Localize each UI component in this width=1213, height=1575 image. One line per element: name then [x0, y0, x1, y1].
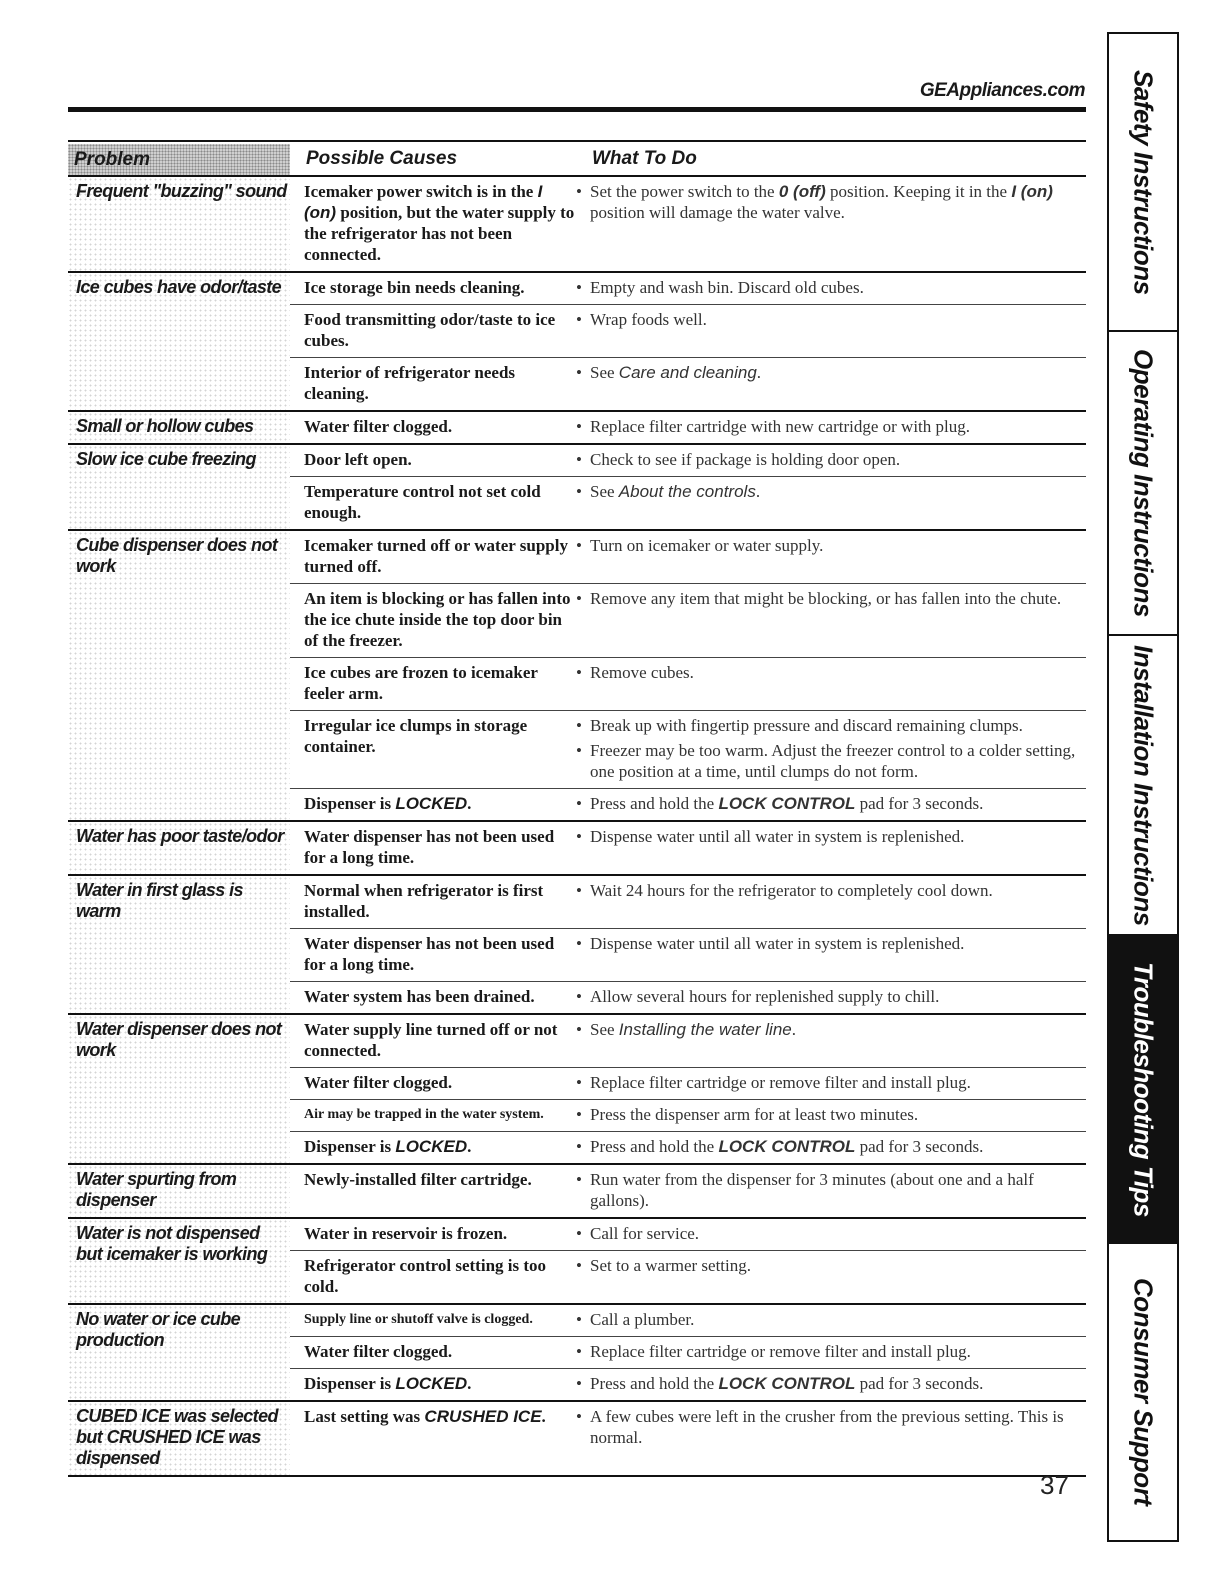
table-row	[290, 876, 1086, 928]
problem-group	[68, 1400, 1086, 1477]
bullet-icon: •	[576, 827, 582, 846]
what-to-do	[576, 481, 1086, 523]
possible-cause: Ice cubes are frozen to icemaker feeler arm.	[304, 663, 538, 703]
possible-cause: Normal when refrigerator is first installed.	[304, 881, 544, 921]
bullet-item	[576, 362, 1080, 383]
bullet-text: See About the controls.	[590, 482, 761, 501]
what-to-do	[576, 715, 1086, 782]
bullet-icon: •	[576, 450, 582, 469]
table-row	[290, 1368, 1086, 1400]
table-row	[290, 1131, 1086, 1163]
header-problem: Problem	[68, 144, 290, 175]
troubleshooting-table	[68, 175, 1086, 1477]
what-to-do	[576, 986, 1086, 1007]
bullet-text: Turn on icemaker or water supply.	[590, 536, 824, 555]
what-to-do	[576, 449, 1086, 470]
bullet-item	[576, 715, 1080, 736]
tab-troubleshooting-tips[interactable]	[1109, 936, 1177, 1244]
what-to-do	[576, 1072, 1086, 1093]
table-row	[290, 445, 1086, 476]
what-to-do	[576, 1341, 1086, 1362]
what-to-do	[576, 1309, 1086, 1330]
bullet-icon: •	[576, 987, 582, 1006]
problem-group	[68, 529, 1086, 820]
possible-cause: Dispenser is LOCKED.	[304, 1374, 472, 1393]
tab-operating-instructions[interactable]	[1109, 332, 1177, 636]
bullet-text: Dispense water until all water in system is replenished.	[590, 934, 965, 953]
bullet-text: Wait 24 hours for the refrigerator to completely cool down.	[590, 881, 993, 900]
bullet-icon: •	[576, 1374, 582, 1393]
bullet-item	[576, 1223, 1080, 1244]
possible-cause: Last setting was CRUSHED ICE.	[304, 1407, 546, 1426]
bullet-item	[576, 1341, 1080, 1362]
what-to-do	[576, 1255, 1086, 1297]
bullet-item	[576, 1169, 1080, 1211]
table-row	[290, 1402, 1086, 1454]
bullet-text: See Care and cleaning.	[590, 363, 762, 382]
possible-cause: Irregular ice clumps in storage container.	[304, 716, 528, 756]
bullet-item	[576, 793, 1080, 814]
bullet-icon: •	[576, 1224, 582, 1243]
table-row	[290, 583, 1086, 657]
bullet-item	[576, 535, 1080, 556]
problem-group	[68, 271, 1086, 410]
what-to-do	[576, 588, 1086, 651]
problem-label: Water has poor taste/odor	[68, 822, 290, 874]
bullet-icon: •	[576, 536, 582, 555]
problem-group	[68, 1303, 1086, 1400]
bullet-icon: •	[576, 741, 582, 760]
page-number: 37	[1040, 1470, 1069, 1500]
side-tabs	[1107, 32, 1179, 1542]
bullet-item	[576, 826, 1080, 847]
header-possible-causes: Possible Causes	[306, 148, 458, 169]
possible-cause: Water filter clogged.	[304, 417, 453, 436]
bullet-item	[576, 588, 1080, 609]
problem-label: Frequent "buzzing" sound	[68, 177, 290, 271]
bullet-icon: •	[576, 1137, 582, 1156]
bullet-text: Set the power switch to the 0 (off) position. Keeping it in the I (on) position will damage the water valve.	[590, 182, 1053, 222]
bullet-text: Empty and wash bin. Discard old cubes.	[590, 278, 864, 297]
what-to-do	[576, 1373, 1086, 1394]
bullet-text: Replace filter cartridge or remove filter and install plug.	[590, 1073, 971, 1092]
bullet-text: Dispense water until all water in system is replenished.	[590, 827, 965, 846]
possible-cause: Food transmitting odor/taste to ice cubes.	[304, 310, 556, 350]
table-row	[290, 177, 1086, 271]
bullet-item	[576, 1406, 1080, 1448]
bullet-text: Call a plumber.	[590, 1310, 695, 1329]
bullet-item	[576, 1019, 1080, 1040]
problem-group	[68, 820, 1086, 874]
bullet-item	[576, 1373, 1080, 1394]
problem-label: Ice cubes have odor/taste	[68, 273, 290, 410]
table-row	[290, 657, 1086, 710]
bullet-text: Press and hold the LOCK CONTROL pad for 3 seconds.	[590, 794, 984, 813]
possible-cause: An item is blocking or has fallen into the ice chute inside the top door bin of the freezer.	[304, 589, 571, 650]
what-to-do	[576, 1019, 1086, 1061]
table-row	[290, 710, 1086, 788]
table-row	[290, 476, 1086, 529]
bullet-icon: •	[576, 1020, 582, 1039]
bullet-item	[576, 880, 1080, 901]
possible-cause: Door left open.	[304, 450, 412, 469]
bullet-text: Wrap foods well.	[590, 310, 707, 329]
what-to-do	[576, 1223, 1086, 1244]
possible-cause: Newly-installed filter cartridge.	[304, 1170, 532, 1189]
what-to-do	[576, 535, 1086, 577]
table-row	[290, 822, 1086, 874]
what-to-do	[576, 416, 1086, 437]
bullet-text: Replace filter cartridge or remove filter and install plug.	[590, 1342, 971, 1361]
possible-cause: Water filter clogged.	[304, 1073, 453, 1092]
problem-group	[68, 1217, 1086, 1303]
tab-label: Operating Instructions	[1128, 349, 1159, 617]
problem-label: CUBED ICE was selected but CRUSHED ICE was dispensed	[68, 1402, 290, 1475]
tab-consumer-support[interactable]	[1109, 1244, 1177, 1540]
problem-label: Water dispenser does not work	[68, 1015, 290, 1163]
what-to-do	[576, 933, 1086, 975]
bullet-item	[576, 277, 1080, 298]
bullet-icon: •	[576, 589, 582, 608]
bullet-icon: •	[576, 881, 582, 900]
bullet-text: Check to see if package is holding door open.	[590, 450, 901, 469]
bullet-item	[576, 662, 1080, 683]
bullet-text: Press and hold the LOCK CONTROL pad for 3 seconds.	[590, 1374, 984, 1393]
bullet-text: See Installing the water line.	[590, 1020, 796, 1039]
bullet-item	[576, 1309, 1080, 1330]
possible-cause: Icemaker power switch is in the I (on) position, but the water supply to the refrigerator has not been connected.	[304, 182, 575, 264]
bullet-icon: •	[576, 716, 582, 735]
problem-label: Water is not dispensed but icemaker is working	[68, 1219, 290, 1303]
bullet-icon: •	[576, 934, 582, 953]
bullet-icon: •	[576, 1073, 582, 1092]
bullet-icon: •	[576, 182, 582, 201]
table-header	[68, 140, 1086, 177]
possible-cause: Temperature control not set cold enough.	[304, 482, 541, 522]
table-row	[290, 981, 1086, 1013]
table-row	[290, 1165, 1086, 1217]
table-row	[290, 928, 1086, 981]
possible-cause: Water filter clogged.	[304, 1342, 453, 1361]
what-to-do	[576, 277, 1086, 298]
bullet-icon: •	[576, 1105, 582, 1124]
bullet-text: Replace filter cartridge with new cartridge or with plug.	[590, 417, 970, 436]
bullet-item	[576, 1104, 1080, 1125]
possible-cause: Refrigerator control setting is too cold.	[304, 1256, 547, 1296]
table-row	[290, 788, 1086, 820]
top-rule	[68, 107, 1086, 112]
possible-cause: Dispenser is LOCKED.	[304, 794, 472, 813]
bullet-item	[576, 740, 1080, 782]
bullet-item	[576, 986, 1080, 1007]
what-to-do	[576, 1104, 1086, 1125]
bullet-item	[576, 933, 1080, 954]
problem-group	[68, 410, 1086, 443]
problem-group	[68, 175, 1086, 271]
problem-label: Cube dispenser does not work	[68, 531, 290, 820]
problem-label: Small or hollow cubes	[68, 412, 290, 443]
problem-group	[68, 1163, 1086, 1217]
bullet-item	[576, 1255, 1080, 1276]
bullet-item	[576, 416, 1080, 437]
what-to-do	[576, 662, 1086, 704]
possible-cause: Dispenser is LOCKED.	[304, 1137, 472, 1156]
bullet-icon: •	[576, 310, 582, 329]
possible-cause: Water supply line turned off or not connected.	[304, 1020, 558, 1060]
bullet-icon: •	[576, 1407, 582, 1426]
bullet-icon: •	[576, 1342, 582, 1361]
problem-label: Water in first glass is warm	[68, 876, 290, 1013]
tab-installation-instructions[interactable]	[1109, 636, 1177, 936]
table-row	[290, 1250, 1086, 1303]
bullet-text: Remove cubes.	[590, 663, 694, 682]
possible-cause: Water dispenser has not been used for a long time.	[304, 934, 555, 974]
problem-group	[68, 874, 1086, 1013]
possible-cause: Ice storage bin needs cleaning.	[304, 278, 525, 297]
bullet-icon: •	[576, 482, 582, 501]
possible-cause: Icemaker turned off or water supply turned off.	[304, 536, 568, 576]
table-row	[290, 1099, 1086, 1131]
what-to-do	[576, 181, 1086, 265]
table-row	[290, 357, 1086, 410]
bullet-text: Remove any item that might be blocking, or has fallen into the chute.	[590, 589, 1062, 608]
bullet-text: Break up with fingertip pressure and discard remaining clumps.	[590, 716, 1023, 735]
bullet-icon: •	[576, 278, 582, 297]
tab-label: Troubleshooting Tips	[1128, 961, 1159, 1217]
possible-cause: Interior of refrigerator needs cleaning.	[304, 363, 516, 403]
problem-group	[68, 443, 1086, 529]
table-row	[290, 1015, 1086, 1067]
what-to-do	[576, 1136, 1086, 1157]
problem-label: Slow ice cube freezing	[68, 445, 290, 529]
bullet-item	[576, 449, 1080, 470]
what-to-do	[576, 880, 1086, 922]
bullet-text: Press the dispenser arm for at least two minutes.	[590, 1105, 919, 1124]
problem-label: Water spurting from dispenser	[68, 1165, 290, 1217]
bullet-text: Call for service.	[590, 1224, 700, 1243]
bullet-icon: •	[576, 1310, 582, 1329]
bullet-icon: •	[576, 794, 582, 813]
table-row	[290, 1067, 1086, 1099]
bullet-text: Allow several hours for replenished supply to chill.	[590, 987, 940, 1006]
table-row	[290, 412, 1086, 443]
bullet-text: Press and hold the LOCK CONTROL pad for 3 seconds.	[590, 1137, 984, 1156]
bullet-item	[576, 1136, 1080, 1157]
bullet-icon: •	[576, 417, 582, 436]
bullet-icon: •	[576, 663, 582, 682]
bullet-text: Set to a warmer setting.	[590, 1256, 751, 1275]
possible-cause: Water system has been drained.	[304, 987, 535, 1006]
table-row	[290, 1336, 1086, 1368]
bullet-icon: •	[576, 363, 582, 382]
what-to-do	[576, 826, 1086, 868]
bullet-item	[576, 309, 1080, 330]
what-to-do	[576, 1169, 1086, 1211]
possible-cause: Water in reservoir is frozen.	[304, 1224, 508, 1243]
what-to-do	[576, 309, 1086, 351]
what-to-do	[576, 362, 1086, 404]
possible-cause: Air may be trapped in the water system.	[304, 1107, 544, 1122]
tab-label: Safety Instructions	[1128, 69, 1159, 295]
table-row	[290, 273, 1086, 304]
bullet-item	[576, 481, 1080, 502]
possible-cause: Supply line or shutoff valve is clogged.	[304, 1312, 533, 1327]
site-url: GEAppliances.com	[919, 80, 1085, 101]
bullet-icon: •	[576, 1256, 582, 1275]
tab-safety-instructions[interactable]	[1109, 34, 1177, 332]
table-row	[290, 1219, 1086, 1250]
bullet-item	[576, 181, 1080, 223]
possible-cause: Water dispenser has not been used for a long time.	[304, 827, 555, 867]
tab-label: Installation Instructions	[1128, 644, 1159, 926]
tab-label: Consumer Support	[1128, 1278, 1159, 1506]
what-to-do	[576, 793, 1086, 814]
problem-group	[68, 1013, 1086, 1163]
what-to-do	[576, 1406, 1086, 1448]
header-what-to-do: What To Do	[592, 148, 697, 169]
bullet-icon: •	[576, 1170, 582, 1189]
table-row	[290, 304, 1086, 357]
bullet-text: Run water from the dispenser for 3 minutes (about one and a half gallons).	[590, 1170, 1034, 1210]
bullet-item	[576, 1072, 1080, 1093]
problem-label: No water or ice cube production	[68, 1305, 290, 1400]
bullet-text: A few cubes were left in the crusher from the previous setting. This is normal.	[590, 1407, 1064, 1447]
table-row	[290, 1305, 1086, 1336]
bullet-text: Freezer may be too warm. Adjust the freezer control to a colder setting, one position at a time, until clumps do not form.	[590, 741, 1076, 781]
table-row	[290, 531, 1086, 583]
